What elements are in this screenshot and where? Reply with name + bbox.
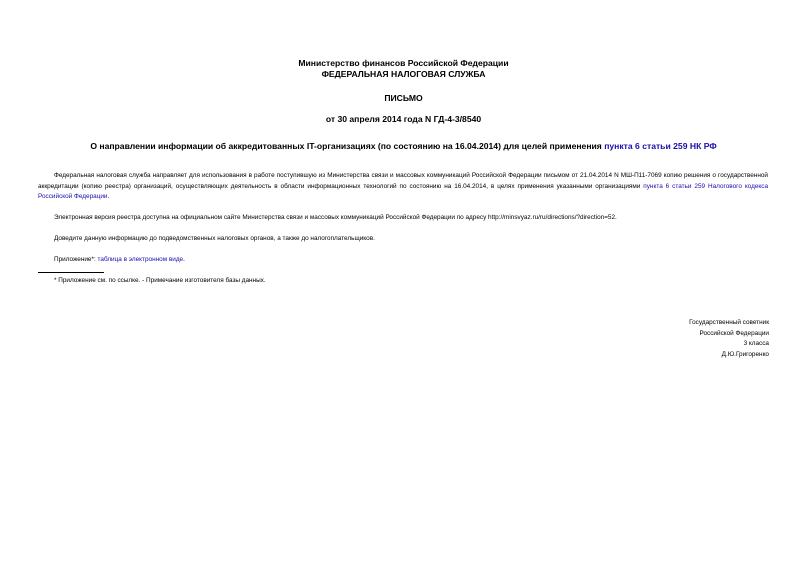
signature-title-2: Российской Федерации bbox=[699, 329, 769, 337]
ministry-name: Министерство финансов Российской Федерации bbox=[298, 58, 509, 68]
paragraph-1 bbox=[38, 171, 768, 203]
signature-title-3: 3 класса bbox=[743, 340, 769, 347]
attachment-link[interactable]: таблица в электронном виде bbox=[97, 256, 184, 263]
paragraph-3: Доведите данную информацию до подведомственных налоговых органов, а также до налогоплательщиков. bbox=[54, 235, 375, 242]
footnote: * Приложение см. по ссылке. - Примечание изготовителя базы данных. bbox=[54, 277, 266, 284]
title-law-link[interactable]: пункта 6 статьи 259 НК РФ bbox=[604, 141, 717, 151]
title-text: О направлении информации об аккредитованных IT-организациях (по состоянию на 16.04.2014) для целей применения bbox=[90, 141, 605, 151]
tax-code-link[interactable]: пункта 6 статьи 259 Налогового кодекса Российской Федерации bbox=[38, 182, 768, 200]
footnote-divider bbox=[38, 272, 104, 273]
paragraph-2: Электронная версия реестра доступна на официальном сайте Министерства связи и массовых коммуникаций Российской Федерации по адресу http://minsvyaz.ru/ru/directions/?direction=52. bbox=[54, 214, 617, 221]
paragraph-attachment bbox=[38, 255, 768, 266]
attachment-label: Приложение*: bbox=[54, 256, 98, 263]
paragraph-1-text: Федеральная налоговая служба направляет для использования в работе поступившую из Министерства связи и массовых коммуникаций Российской Федерации письмом от 21.04.2014 N МШ-П11-7069 копию решения о государственной аккредитации (копию реестра) организаций, осуществляющих деятельность в области информационных технологий по состоянию на 16.04.2014, в целях применения указанными организациями bbox=[38, 172, 768, 190]
signature-title-1: Государственный советник bbox=[689, 319, 769, 326]
signatory-name: Д.Ю.Григоренко bbox=[721, 350, 769, 358]
document-header bbox=[0, 58, 807, 125]
service-name: ФЕДЕРАЛЬНАЯ НАЛОГОВАЯ СЛУЖБА bbox=[321, 69, 486, 79]
signature-block bbox=[689, 318, 769, 360]
paragraph-1-end: . bbox=[107, 193, 110, 200]
document-type: ПИСЬМО bbox=[384, 93, 423, 103]
attachment-end: . bbox=[183, 256, 185, 263]
document-title bbox=[40, 141, 767, 152]
document-date-number: от 30 апреля 2014 года N ГД-4-3/8540 bbox=[325, 114, 482, 124]
